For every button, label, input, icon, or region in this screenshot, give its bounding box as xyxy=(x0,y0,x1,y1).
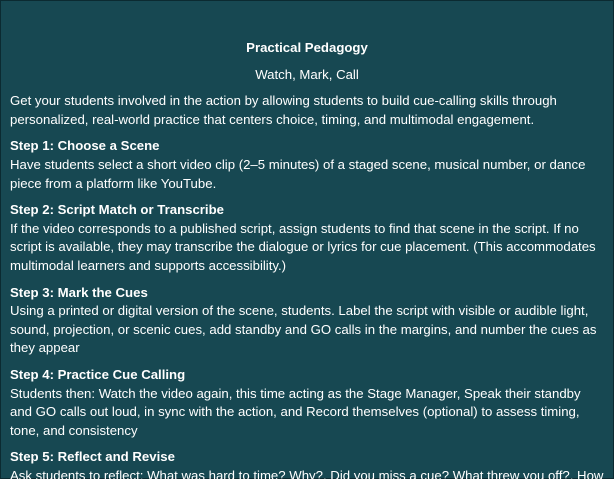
step-1-body: Have students select a short video clip (2–5 minutes) of a staged scene, musical number, or dance piece from a platform like YouTube. xyxy=(10,156,586,191)
intro-paragraph: Get your students involved in the action by allowing students to build cue-calling skills through personalized, real-world practice that centers choice, timing, and multimodal engagement. xyxy=(10,93,557,127)
page-subtitle: Watch, Mark, Call xyxy=(255,66,359,82)
step-2 xyxy=(10,201,604,275)
step-4-body: Students then: Watch the video again, this time acting as the Stage Manager, Speak their standby and GO calls out loud, in sync with the action, and Record themselves (optional) to assess timing, tone, and consistency xyxy=(10,385,581,438)
page-title: Practical Pedagogy xyxy=(246,40,368,55)
step-3-body: Using a printed or digital version of the scene, students. Label the script with visible or audible light, sound, projection, or scenic cues, add standby and GO calls in the margins, and number the cues as they appear xyxy=(10,303,597,356)
step-1 xyxy=(10,137,604,193)
step-2-heading: Step 2: Script Match or Transcribe xyxy=(10,202,224,218)
step-3 xyxy=(10,284,604,358)
step-4 xyxy=(10,366,604,440)
step-5 xyxy=(10,448,604,504)
step-3-heading: Step 3: Mark the Cues xyxy=(10,284,148,300)
step-1-heading: Step 1: Choose a Scene xyxy=(10,138,160,154)
step-4-heading: Step 4: Practice Cue Calling xyxy=(10,366,186,382)
step-5-body: Ask students to reflect: What was hard to time? Why?, Did you miss a cue? What threw you off?, How would you communicate with your crew differently? xyxy=(10,467,604,502)
step-2-body: If the video corresponds to a published script, assign students to find that scene in the script. If no script is available, they may transcribe the dialogue or lyrics for cue placement. (This accommodates multimodal learners and supports accessibility.) xyxy=(10,220,596,273)
step-5-heading: Step 5: Reflect and Revise xyxy=(10,449,175,465)
